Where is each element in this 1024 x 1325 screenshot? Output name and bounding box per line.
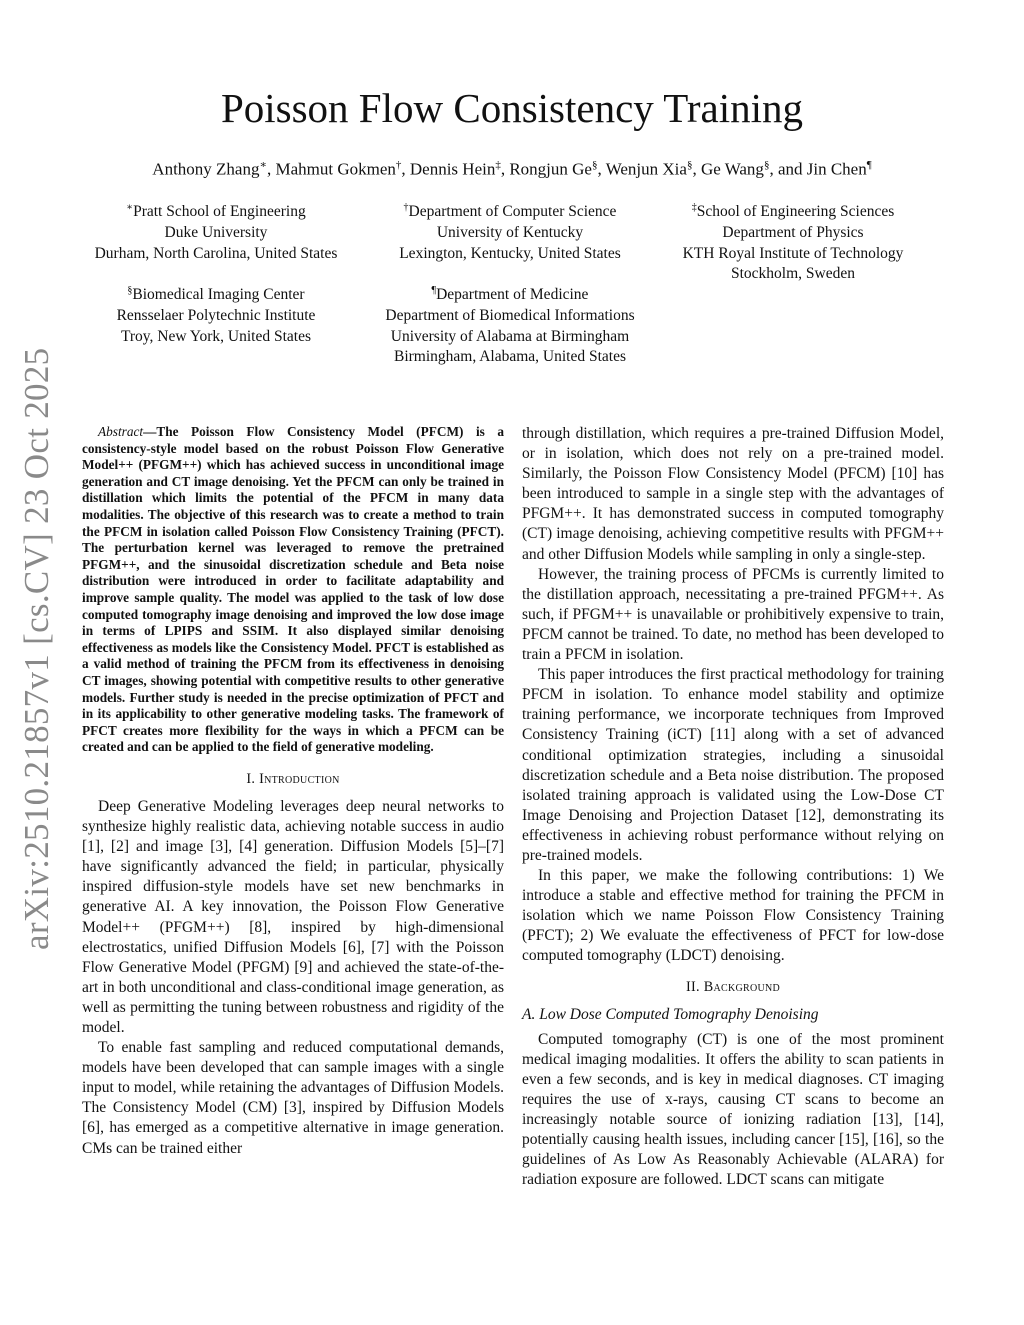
author-name: Mahmut Gokmen — [275, 159, 396, 179]
paragraph: However, the training process of PFCMs is currently limited to the distillation approach, necessitating a pre-trained PFGM++. As such, if PFGM++ is unavailable or prohibitively expensive to train, PFCM cannot be trained. To date, no method has been developed to train a PFCM in isolation. — [522, 565, 944, 664]
author-mark: † — [395, 159, 402, 171]
paragraph: through distillation, which requires a pre-trained Diffusion Model, or in isolation, which does not rely on a pre-trained model. Similarly, the Poisson Flow Consistency Model (PFCM) [10] has been introduced to sample in a single step with the advantages of PFGM++. It has demonstrated success in computed tomography (CT) image denoising, achieving competitive results with PFGM++ and other Diffusion Models while sampling in only a single-step. — [522, 425, 944, 563]
author-separator: , — [692, 159, 701, 179]
affiliation-line: Department of Computer Science — [408, 203, 617, 221]
right-column — [522, 424, 944, 1190]
left-column — [82, 424, 504, 1159]
author-name: Dennis Hein — [409, 159, 496, 179]
author-name: Anthony Zhang — [152, 159, 260, 179]
section-number: II. — [685, 978, 700, 995]
affiliation-mark: § — [127, 285, 133, 296]
abstract — [82, 424, 504, 756]
affiliation-mark: ∗ — [126, 202, 134, 213]
section-heading-background — [522, 977, 944, 997]
author-separator: , — [401, 159, 410, 179]
affiliation-mark: ¶ — [431, 285, 437, 296]
abstract-label: Abstract — [98, 424, 144, 439]
author-separator: , — [597, 159, 606, 179]
author-mark: ∗ — [259, 159, 267, 171]
affiliation-line: University of Kentucky — [436, 223, 584, 241]
author-mark: ¶ — [866, 159, 872, 171]
author-name: Jin Chen — [806, 159, 867, 179]
paragraph: This paper introduces the first practical methodology for training PFCM in isolation. To enhance model stability and optimize training performance, we incorporate techniques from Improved Consistency Training (iCT) [11] along with a set of advanced conditional optimization strategies, including a sinusoidal discretization schedule and a Beta noise distribution. The proposed isolated training approach is validated using the Low-Dose CT Image Denoising and Projection Dataset [12], demonstrating its effectiveness in achieving robust performance without relying on pre-trained models. — [522, 666, 944, 864]
affiliation-line: Lexington, Kentucky, United States — [399, 244, 621, 262]
section-title: Background — [703, 978, 781, 995]
affiliation-mark: ‡ — [691, 202, 697, 213]
author-mark: ‡ — [495, 159, 501, 171]
affiliation-duke — [82, 198, 350, 264]
author-mark: § — [591, 159, 598, 171]
affiliation-line: KTH Royal Institute of Technology — [682, 244, 904, 262]
affiliation-line: Department of Biomedical Informations — [385, 306, 635, 324]
author-separator: , — [266, 159, 276, 179]
abstract-text: The Poisson Flow Consistency Model (PFCM) is a consistency-style model based on the robust Poisson Flow Generative Model++ (PFGM++) which has achieved success in unconditional image generation and CT image denoising. Yet the PFCM can only be trained in distillation which limits the potential of the PFCM in many data modalities. The objective of this research was to create a method to train the PFCM in isolation called Poisson Flow Consistency Training (PFCT). The perturbation kernel was leveraged to remove the pretrained PFGM++, and the sinusoidal discretization schedule and Beta noise distribution were introduced in order to facilitate adaptability and improve sample quality. The model was applied to the task of low dose computed tomography image denoising and improved the low dose image in terms of LPIPS and SSIM. It also displayed similar denoising effectiveness as models like the Consistency Model. PFCT is established as a valid method of training the PFCM from its effectiveness in denoising CT images, showing potential with competitive results to other generative models. Further study is needed in the precise optimization of PFCT and in its applicability to other generative modeling tasks. The framework of PFCT creates more flexibility for the ways in which a PFCM can be created and can be applied to the field of generative modeling. — [82, 424, 504, 755]
author-name: Rongjun Ge — [509, 159, 592, 179]
arxiv-identifier: arXiv:2510.21857v1 [cs.CV] 23 Oct 2025 — [17, 347, 56, 950]
affiliation-line: Duke University — [164, 223, 268, 241]
author-mark: § — [763, 159, 770, 171]
author-separator: , — [500, 159, 510, 179]
author-name: Wenjun Xia — [605, 159, 687, 179]
affiliation-line: Department of Medicine — [436, 286, 589, 304]
affiliation-line: Durham, North Carolina, United States — [94, 244, 338, 262]
author-separator: , and — [769, 159, 807, 179]
paragraph: To enable fast sampling and reduced computational demands, models have been developed that can sample images with a single input to model, while retaining the advantages of Diffusion Models. The Consistency Model (CM) [3], inspired by Diffusion Models [6], has emerged as a competitive alternative in image generation. CMs can be trained either — [82, 1039, 504, 1157]
affiliation-uab — [368, 281, 652, 368]
affiliation-mark: † — [403, 202, 409, 213]
affiliation-kth — [665, 198, 921, 285]
affiliation-rensselaer — [82, 281, 350, 347]
affiliation-line: Stockholm, Sweden — [731, 265, 855, 283]
affiliation-line: Birmingham, Alabama, United States — [393, 348, 627, 366]
section-number: I. — [246, 770, 256, 787]
paragraph: In this paper, we make the following contributions: 1) We introduce a stable and effective method for training the PFCM in isolation which we name Poisson Flow Consistency Training (PFCT); 2) We evaluate the effectiveness of PFCT for low-dose computed tomography (LDCT) denoising. — [522, 867, 944, 965]
subsection-heading: A. Low Dose Computed Tomography Denoising — [522, 1005, 819, 1023]
paragraph: Deep Generative Modeling leverages deep neural networks to synthesize highly realistic data, achieving notable success in audio [1], [2] and image [3], [4] generation. Diffusion Models [5]–[7] have significantly advanced the field; in particular, physically inspired diffusion-style models have set new benchmarks in generative AI. A key innovation, the Poisson Flow Generative Model++ (PFGM++) [8], inspired by high-dimensional electrostatics, unified Diffusion Models [6], [7] with the Poisson Flow Generative Model (PFGM) [9] and achieved the state-of-the-art in both unconditional and class-conditional image generation, as well as permitting the tuning between robustness and rigidity of the model. — [82, 797, 504, 1036]
affiliation-line: Pratt School of Engineering — [133, 203, 306, 221]
author-mark: § — [686, 159, 693, 171]
section-title: Introduction — [259, 770, 340, 787]
paragraph: Computed tomography (CT) is one of the most prominent medical imaging modalities. It offers the ability to scan patients in even a few seconds, and is key in medical diagnoses. CT imaging requires the use of x-rays, causing CT scans to become an increasingly notable source of ionizing radiation [13], [14], potentially causing health issues, including cancer [15], [16], so the guidelines of As Low As Reasonably Achievable (ALARA) for radiation exposure are followed. LDCT scans can mitigate — [522, 1030, 944, 1189]
paper-title: Poisson Flow Consistency Training — [220, 85, 804, 131]
author-list — [0, 153, 1024, 182]
affiliation-line: Rensselaer Polytechnic Institute — [116, 306, 316, 324]
affiliation-line: University of Alabama at Birmingham — [390, 327, 630, 345]
abstract-dash: — — [143, 424, 157, 439]
affiliation-line: School of Engineering Sciences — [696, 203, 895, 221]
author-name: Ge Wang — [700, 159, 764, 179]
affiliation-line: Department of Physics — [722, 223, 864, 241]
affiliation-line: Biomedical Imaging Center — [132, 286, 305, 304]
affiliation-kentucky — [378, 198, 642, 264]
affiliation-line: Troy, New York, United States — [120, 327, 312, 345]
section-heading-introduction — [82, 769, 504, 789]
